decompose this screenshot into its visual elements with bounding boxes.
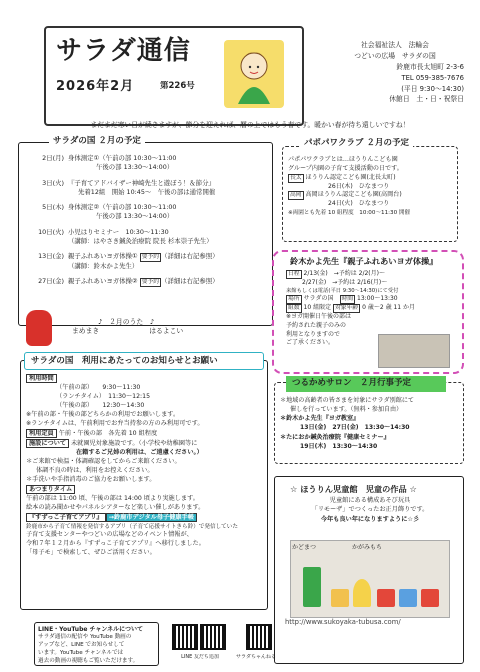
yoga-note: 利用となりますので	[286, 330, 341, 338]
piece	[331, 589, 349, 607]
intro-line: まだまだ寒い日が続きますが、節分を迎えれば、暦の上ではもう春です。暖かい春が待ち遠しいですね！	[90, 121, 410, 129]
kadomatsu-piece	[303, 567, 321, 607]
organization-info	[320, 40, 470, 105]
youtube-qr-code[interactable]	[246, 624, 272, 650]
salon-event-date: 13日(金) 27日(金) 13:30〜14:30	[300, 424, 410, 432]
hours-note: ※午前の部・午後の部どちらかの利用でお願いします。	[26, 410, 180, 418]
schedule-event: 身体測定①（午前の部 10:30〜11:00	[68, 154, 177, 162]
site-date: 26日(木) ひなまつり	[328, 182, 390, 190]
capacity-label: 利用定員	[26, 429, 57, 438]
works-heading: ☆ ほうりん児童館 児童の作品 ☆	[290, 484, 417, 494]
schedule-detail: 先着12組 開始 10:45〜 午後の部は通常開催	[78, 187, 216, 196]
salon-event: ＊たにおか鍼灸治療院『健康セミナー』	[280, 433, 390, 441]
line-text: アップなど、LINE でお知らせして	[38, 642, 125, 649]
site-name: ほうりん認定こども園(北長太町)	[305, 173, 396, 181]
yoga-cap-label: 組数	[288, 305, 300, 312]
oni-mascot-illustration	[26, 310, 52, 346]
works-desc: 児童館にある構成あそび玩具	[329, 497, 411, 504]
facility-text: 未就園児対象施設です。（小学校や幼稚園等に	[70, 439, 198, 447]
reservation-tag: 要予約	[141, 279, 160, 286]
salon-desc: ＊地域の高齢者の皆さまを対象にサラダ別館にて	[280, 397, 415, 404]
salon-heading: つるかめサロン ２月行事予定	[286, 376, 446, 392]
health-note: ＊手洗いや手指消毒のご協力をお願いします。	[26, 475, 156, 483]
schedule-row	[24, 179, 269, 198]
schedule-row	[24, 277, 269, 287]
org-address: 鈴鹿市長太旭町 2-3-6	[396, 62, 464, 71]
health-note: 体調不良の時は、利用をお控えください。	[36, 466, 154, 474]
salon-body	[280, 396, 462, 451]
hours-line: （午前の部） 9:30〜11:30	[56, 383, 141, 391]
site-tag: 長太	[290, 174, 302, 181]
capacity-text: 午前・午後の部 各先着 10 組程度	[58, 429, 158, 437]
yoga-date: 2/27(金) →予約は 2/16(月)〜	[302, 278, 388, 286]
hours-line: （午後の部） 12:30〜14:30	[56, 401, 145, 409]
song-title: はるよこい	[149, 327, 184, 336]
schedule-event: 身体測定②（午前の部 10:30〜11:00	[68, 203, 177, 212]
yoga-date-label: 日程	[288, 271, 300, 277]
line-youtube-box	[34, 622, 159, 666]
schedule-detail: 午後の部 13:30〜14:00）	[96, 163, 174, 172]
works-wish: 今年も良い年になりますように☆彡	[320, 515, 420, 523]
app-label: 『すずっこ子育てアプリ』	[26, 513, 106, 522]
mascot-logo	[224, 40, 284, 108]
gathering-text: 絵本の読み聞かせやパネルシアターなど楽しい催しがあります。	[26, 503, 205, 511]
kagamimochi-piece	[353, 579, 371, 607]
schedule-detail: （講師：はやさき鍼灸治療院 院長 杉本崇子先生）	[68, 236, 213, 245]
works-body	[280, 496, 460, 524]
papapower-heading: パポパワクラブ ２月の予定	[300, 138, 413, 149]
reservation-tag: 要予約	[141, 254, 160, 261]
yoga-booking: 来館もしくは電話(平日 9:30〜14:30)にて受付	[286, 287, 399, 294]
piece	[399, 589, 417, 607]
schedule-date: 13日(金)	[38, 252, 64, 261]
app-text: 「母子モ」で検索して、ぜひご活用ください。	[26, 548, 156, 556]
app-text: 鈴鹿市から子育て情報を発信するアプリ（子育て応援サイトきら鈴）で発信していた	[26, 523, 238, 530]
salad-schedule-heading: サラダの国 ２月の予定	[49, 136, 145, 147]
line-qr-code[interactable]	[172, 624, 198, 650]
org-closed-days: 休館日 土・日・祝祭日	[389, 95, 464, 104]
yoga-age: 0 歳〜2 歳 11 か月	[362, 304, 416, 312]
yoga-age-label: 対象年齢	[335, 305, 359, 312]
yoga-time: 13:00〜13:30	[357, 295, 398, 303]
salad-schedule-list	[24, 154, 269, 293]
issue-number: 第226号	[160, 81, 195, 91]
schedule-row	[24, 154, 269, 173]
hours-line: （ランチタイム） 11:30〜12:15	[56, 392, 151, 400]
yoga-note: ご了承ください。	[286, 339, 335, 347]
schedule-date: 2日(月)	[42, 154, 64, 162]
org-facility: つどいの広場 サラダの国	[354, 51, 436, 60]
site-name: 高岡ほうりん認定こども園(高岡台)	[305, 191, 402, 199]
piece	[377, 589, 395, 607]
schedule-date: 5日(木)	[42, 203, 64, 212]
site-date: 24日(火) ひなまつり	[328, 200, 390, 208]
footer-url[interactable]: http://www.sukoyaka-tubusa.com/	[285, 618, 401, 626]
papapower-note: ※両園とも先着 10 組程度 10:00〜11:30 開催	[288, 210, 411, 217]
org-name: 社会福祉法人 法輪会	[361, 41, 429, 49]
salon-event-date: 19日(木) 13:30〜14:30	[300, 442, 378, 450]
salon-event: ＊鈴木かよ先生『ヨガ教室』	[280, 415, 360, 423]
schedule-detail: （講師：鈴木かよ先生）	[68, 262, 139, 271]
facility-text: 在籍するご兄姉の利用は、ご遠慮ください。）	[76, 448, 203, 456]
yoga-note: 予約された親子のみの	[286, 321, 347, 329]
schedule-row	[24, 203, 269, 222]
papapower-desc: グループ内園の子育て支援活動の日です。	[288, 164, 403, 172]
usage-info-body	[26, 374, 266, 558]
works-label: かがみもち	[352, 544, 383, 551]
salon-desc: 催しを行っています。（無料・参加自由）	[290, 406, 403, 414]
schedule-detail: 午後の部 13:30〜14:00）	[96, 212, 174, 221]
yoga-place-label: 場所	[288, 296, 300, 303]
app-text: 令和７年１２月から『すずっこ子育てアプリ』へ移行しました。	[26, 539, 205, 547]
hours-label: 利用時間	[26, 374, 57, 383]
schedule-event: 親子ふれあいヨガ体操②	[68, 277, 138, 286]
song-title: まめまき	[72, 327, 100, 336]
yoga-heading: 鈴木かよ先生『親子ふれあいヨガ体操』	[290, 256, 438, 266]
schedule-date: 3日(火)	[42, 178, 64, 187]
schedule-event: 小児はりセミナー 10:30〜11:30	[68, 227, 169, 236]
app-tag: →鈴鹿市デジタル母子健康手帳	[106, 513, 197, 522]
line-text: サラダ通信の配信や YouTube 動画の	[38, 634, 132, 641]
yoga-note: ※ヨガ開催日午後の部は	[286, 313, 352, 321]
yoga-date: 2/13(金) →予約は 2/2(月)〜	[303, 270, 385, 277]
mascot-illustration	[224, 40, 284, 108]
line-text: います。YouTube チャンネルでは	[38, 650, 124, 657]
schedule-row	[24, 228, 269, 247]
schedule-ref: （詳細は右記参照）	[161, 277, 219, 286]
hours-note: ※ランチタイムは、午前利用でお弁当持参の方のみ利用可です。	[26, 419, 204, 427]
intro-text	[30, 120, 470, 132]
newsletter-title: サラダ通信	[56, 36, 191, 66]
site-tag: 高岡	[290, 192, 302, 199]
gathering-label: あつまりタイム	[26, 485, 75, 494]
piece	[421, 589, 439, 607]
facility-label: 施設について	[26, 439, 69, 448]
schedule-date: 27日(金)	[38, 277, 64, 286]
issue-date: 2026年2月	[56, 79, 135, 94]
works-label: かどまつ	[292, 544, 317, 551]
yoga-cap: 10 組限定	[303, 304, 332, 312]
papapower-body	[288, 156, 456, 217]
health-note: ＊ご来館で検温・体調確認をしてからご来館ください。	[26, 457, 181, 465]
schedule-row	[24, 252, 269, 271]
papapower-desc: パポパワクラブとは…ほうりんこども園	[288, 156, 398, 163]
schedule-ref: （詳細は右記参照）	[161, 252, 219, 261]
line-qr-code[interactable]	[200, 624, 226, 650]
yoga-time-label: 時間	[341, 296, 354, 303]
app-text: 子育て支援センターやつどいの広場などのイベント情報が、	[26, 530, 193, 538]
qr-caption: LINE 友だち追加	[181, 654, 219, 660]
line-heading: LINE・YouTube チャンネルについて	[38, 626, 144, 633]
song-label: ♪ ２月のうた ♪	[98, 318, 155, 326]
org-phone: TEL 059-385-7676	[401, 73, 464, 82]
gathering-text: 午前の部は 11:00 頃、午後の部は 14:00 頃より実施します。	[26, 494, 199, 502]
works-desc: 「リモーザ」でつくったお正月飾りです。	[311, 506, 429, 514]
monthly-song	[52, 318, 252, 336]
schedule-event: 親子ふれあいヨガ体操①	[68, 252, 138, 261]
yoga-photo	[378, 334, 450, 368]
org-phone-hours: (平日 9:30〜14:30)	[401, 84, 464, 93]
schedule-date: 10日(火)	[38, 227, 64, 236]
qr-caption: サラダちゃんねる	[236, 654, 276, 660]
yoga-place: サラダの国	[303, 295, 334, 303]
line-text: 過去の動画の視聴もご覧いただけます。	[38, 657, 139, 664]
schedule-event: 『子育てアドバイザー神崎先生と遊ぼう！＆節分』	[68, 178, 215, 187]
usage-info-heading: サラダの国 利用にあたってのお知らせとお願い	[24, 352, 264, 370]
